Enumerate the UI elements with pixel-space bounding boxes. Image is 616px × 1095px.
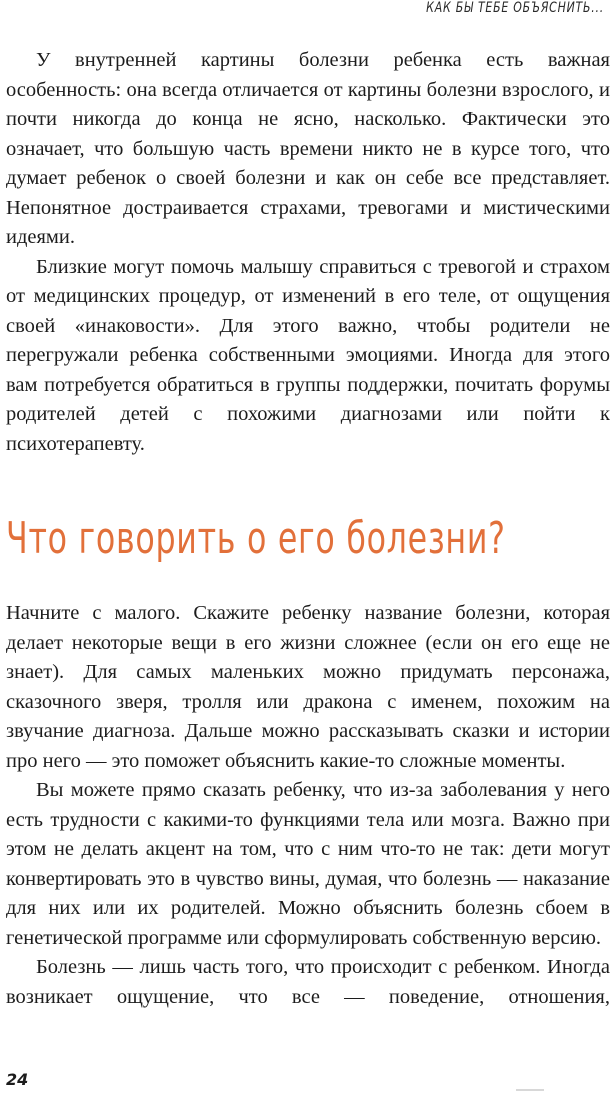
body-paragraph: Близкие могут помочь малышу справиться с тревогой и страхом от медицинских процедур, от изменений в его теле, от ощущения своей «инаковости». Для этого важно, чтобы родители не перегружали ребенка собственными эмоциями. Иногда для этого вам потребуется обратиться в группы поддержки, почитать форумы родителей детей с похожими диагнозами или пойти к психотерапевту. xyxy=(6,255,610,455)
body-paragraph: У внутренней картины болезни ребенка есть важная особенность: она всегда отличается от картины болезни взрослого, и почти никогда до конца не ясно, насколько. Фактически это означает, что большую часть времени никто не в курсе того, что думает ребенок о своей болезни и как он себе все представляет. Непонятное достраивается страхами, тревогами и мистическими идеями. xyxy=(6,49,610,248)
running-head: КАК БЫ ТЕБЕ ОБЪЯСНИТЬ... xyxy=(426,0,604,16)
page-body xyxy=(6,46,610,1012)
page-edge-divider xyxy=(516,1089,544,1091)
body-paragraph: Вы можете прямо сказать ребенку, что из-за заболевания у него есть трудности с какими-то функциями тела или мозга. Важно при этом не делать акцент на том, что с ним что-то не так: дети могут конвертировать это в чувство вины, думая, что болезнь — наказание для них или их родителей. Можно объяснить болезнь сбоем в генетической программе или сформулировать собственную версию. xyxy=(6,779,610,949)
body-paragraph: Болезнь — лишь часть того, что происходит с ребенком. Иногда возникает ощущение, что все — поведение, отношения, xyxy=(6,956,610,1008)
section-heading: Что говорить о его болезни? xyxy=(6,513,506,564)
page-number: 24 xyxy=(6,1070,29,1089)
body-paragraph: Начните с малого. Скажите ребенку название болезни, которая делает некоторые вещи в его жизни сложнее (если он его еще не знает). Для самых маленьких можно придумать персонажа, сказочного зверя, тролля или дракона с именем, похожим на звучание диагноза. Дальше можно рассказывать сказки и истории про него — это поможет объяснить какие-то сложные моменты. xyxy=(6,602,610,772)
